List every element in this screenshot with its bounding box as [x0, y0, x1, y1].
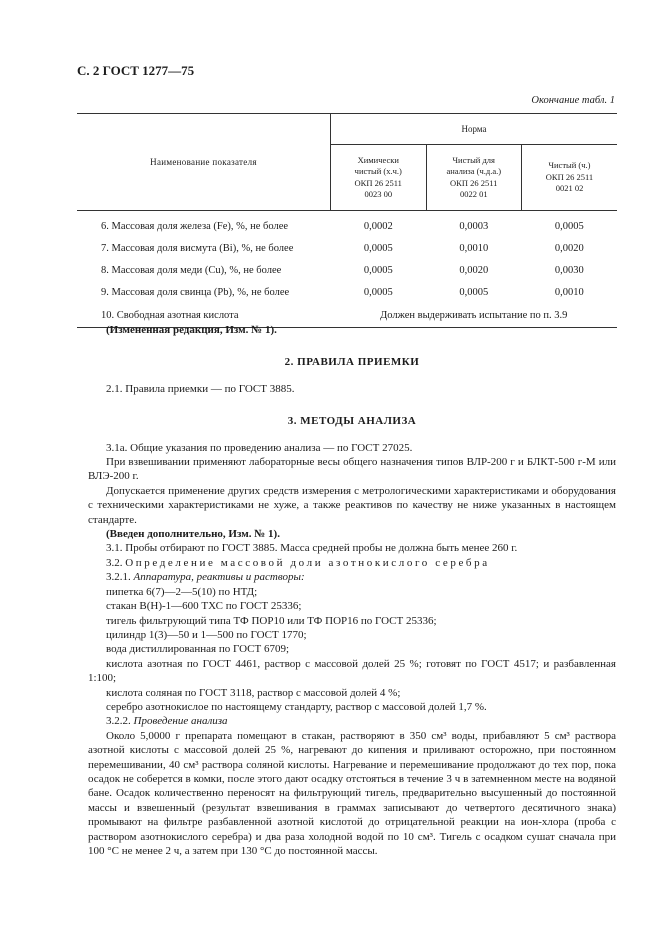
cell-value: 0,0020 [459, 264, 489, 276]
clause-number: 3.2. [106, 556, 123, 569]
cell-value: 0,0005 [363, 264, 393, 276]
page-header: С. 2 ГОСТ 1277—75 [77, 63, 195, 78]
paragraph-weighing: При взвешивании применяют лабораторные весы общего назначения типов ВЛР-200 г и БЛКТ-500 г-М или ВЛЭ-200 г. [88, 456, 616, 483]
section-title-acceptance: 2. ПРАВИЛА ПРИЕМКИ [284, 356, 420, 369]
table-row [77, 259, 617, 281]
paragraph-allowed: Допускается применение других средств измерения с метрологическими характеристиками и оборудования с техническими характеристиками не хуже, а также реактивов по качеству не ниже указанных в настоящем стандарте. [88, 484, 616, 526]
paragraph-analysis: Около 5,0000 г препарата помещают в стакан, растворяют в 350 см³ воды, прибавляют 5 см³ раствора азотной кислоты с массовой долей 25 %, нагревают до кипения и приливают осторожно, при постоянном перемешивании, 40 см³ раствора соляной кислоты. Нагревание и перемешивание продолжают до тех пор, пока осадок не соберется в комки, после этого дают осадку отстояться в течение 3 ч в затемненном месте на водяной бане. Осадок количественно переносят на фильтрующий тигель, предварительно высушенный до постоянной массы и взвешенный (результат взвешивания в граммах записывают до четвертого десятичного знака) промывают на фильтре разбавленной азотной кислотой до отрицательной реакции на ион-хлора (проба с раствором азотнокислого серебра) и два раза холодной водой по 10 см³. Тигель с осадком сушат сначала при 100 °С не менее 2 ч, а затем при 130 °С до постоянной массы. [88, 729, 616, 857]
row-name: 6. Массовая доля железа (Fe), %, не более [101, 220, 289, 232]
clause-number: 3.2.2. [106, 715, 131, 728]
list-item: кислота азотная по ГОСТ 4461, раствор с массовой долей 25 %; готовят по ГОСТ 4517; и разбавленная 1:100; [88, 657, 616, 685]
list-item: стакан В(Н)-1—600 ТХС по ГОСТ 25336; [106, 600, 302, 613]
row-name: 9. Массовая доля свинца (Pb), %, не более [101, 286, 290, 298]
table-row [77, 211, 617, 238]
list-item: кислота соляная по ГОСТ 3118, раствор с массовой долей 4 %; [106, 686, 401, 699]
table-row [77, 237, 617, 259]
cell-value: 0,0003 [459, 220, 489, 232]
column-header-name: Наименование показателя [77, 114, 331, 211]
paragraph-3-2 [88, 556, 616, 570]
document-body [88, 323, 616, 858]
cell-value: 0,0030 [554, 264, 584, 276]
cell-value: 0,0005 [459, 286, 489, 298]
paragraph-3-2-2 [88, 714, 616, 728]
clause-number: 3.2.1. [106, 571, 131, 584]
clause-title: Аппаратура, реактивы и растворы: [133, 571, 305, 584]
cell-value: 0,0002 [363, 220, 393, 232]
amendment-note: (Введен дополнительно, Изм. № 1). [106, 528, 280, 541]
cell-value: 0,0010 [459, 242, 489, 254]
paragraph-3-1a: 3.1а. Общие указания по проведению анализа — по ГОСТ 27025. [106, 441, 413, 454]
cell-value: 0,0005 [363, 242, 393, 254]
grade-header-pure: Чистый (ч.) ОКП 26 2511 0021 02 [522, 145, 618, 211]
column-header-norm: Норма [331, 114, 618, 145]
row-name: 8. Массовая доля меди (Cu), %, не более [101, 264, 282, 276]
specification-table [77, 113, 617, 328]
paragraph-2-1: 2.1. Правила приемки — по ГОСТ 3885. [106, 382, 295, 395]
clause-title: Проведение анализа [133, 715, 228, 728]
cell-value: 0,0020 [554, 242, 584, 254]
list-item: тигель фильтрующий типа ТФ ПОР10 или ТФ ПОР16 по ГОСТ 25336; [106, 614, 437, 627]
cell-value: 0,0005 [554, 220, 584, 232]
clause-title: Определение массовой доли азотнокислого серебра [125, 556, 490, 569]
row-name: 7. Массовая доля висмута (Bi), %, не более [101, 242, 294, 254]
list-item: вода дистиллированная по ГОСТ 6709; [106, 643, 290, 656]
grade-header-chemically-pure: Химически чистый (х.ч.) ОКП 26 2511 0023 00 [331, 145, 427, 211]
cell-merged: Должен выдерживать испытание по п. 3.9 [331, 303, 618, 328]
cell-value: 0,0010 [554, 286, 584, 298]
paragraph-3-2-1 [88, 570, 616, 584]
grade-header-analytical: Чистый для анализа (ч.д.а.) ОКП 26 2511 0022 01 [426, 145, 522, 211]
list-item: цилиндр 1(3)—50 и 1—500 по ГОСТ 1770; [106, 628, 307, 641]
paragraph-3-1: 3.1. Пробы отбирают по ГОСТ 3885. Масса средней пробы не должна быть менее 260 г. [106, 542, 518, 555]
cell-value: 0,0005 [363, 286, 393, 298]
table-row [77, 281, 617, 303]
table-caption: Окончание табл. 1 [531, 95, 615, 106]
list-item: пипетка 6(7)—2—5(10) по НТД; [106, 585, 258, 598]
row-name: 10. Свободная азотная кислота [77, 303, 331, 328]
section-title-methods: 3. МЕТОДЫ АНАЛИЗА [287, 415, 417, 428]
amendment-note: (Измененная редакция, Изм. № 1). [106, 324, 277, 336]
list-item: серебро азотнокислое по настоящему стандарту, раствор с массовой долей 1,7 %. [106, 700, 487, 713]
